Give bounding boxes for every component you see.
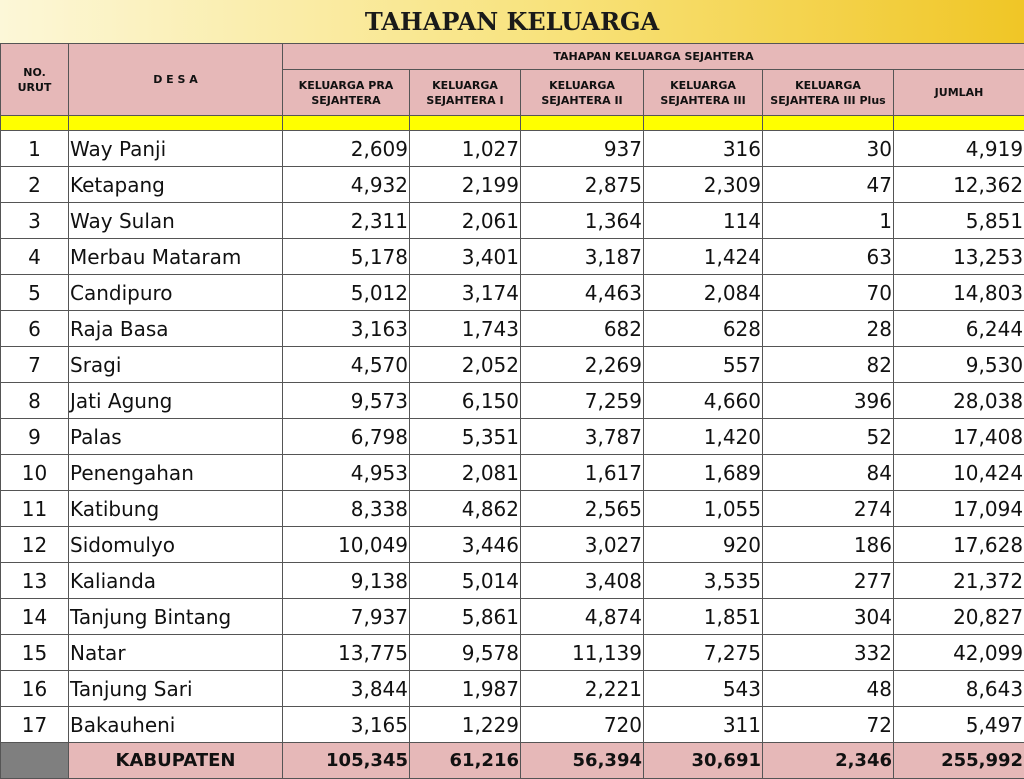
cell-sejahtera-3-plus: 47 [763, 167, 894, 203]
row-number: 16 [1, 671, 69, 707]
cell-sejahtera-3: 2,309 [644, 167, 763, 203]
table-row [1, 707, 1024, 743]
table-row [1, 671, 1024, 707]
header-jumlah [894, 70, 1024, 116]
cell-sejahtera-3-plus: 48 [763, 671, 894, 707]
cell-sejahtera-3: 1,424 [644, 239, 763, 275]
cell-sejahtera-3-plus: 52 [763, 419, 894, 455]
row-number: 13 [1, 563, 69, 599]
cell-pra-sejahtera: 13,775 [283, 635, 410, 671]
cell-sejahtera-3: 114 [644, 203, 763, 239]
cell-sejahtera-3: 4,660 [644, 383, 763, 419]
header-sejahtera-1 [410, 70, 521, 116]
header-group [283, 44, 1024, 70]
cell-jumlah: 10,424 [894, 455, 1024, 491]
table-row [1, 563, 1024, 599]
row-number: 4 [1, 239, 69, 275]
cell-sejahtera-1: 4,862 [410, 491, 521, 527]
desa-name: Candipuro [69, 275, 283, 311]
cell-sejahtera-3: 920 [644, 527, 763, 563]
header-jumlah-label: JUMLAH [935, 86, 984, 99]
desa-name: Sidomulyo [69, 527, 283, 563]
cell-sejahtera-2: 7,259 [521, 383, 644, 419]
desa-name: Way Sulan [69, 203, 283, 239]
row-number: 17 [1, 707, 69, 743]
cell-sejahtera-3-plus: 63 [763, 239, 894, 275]
total-label: KABUPATEN [69, 743, 283, 779]
cell-sejahtera-1: 6,150 [410, 383, 521, 419]
row-number: 3 [1, 203, 69, 239]
cell-sejahtera-1: 1,987 [410, 671, 521, 707]
cell-sejahtera-2: 11,139 [521, 635, 644, 671]
cell-sejahtera-3-plus: 274 [763, 491, 894, 527]
cell-sejahtera-3: 1,851 [644, 599, 763, 635]
total-pra-sejahtera: 105,345 [283, 743, 410, 779]
total-empty-cell [1, 743, 69, 779]
header-sejahtera-2-label: KELUARGA SEJAHTERA II [541, 79, 622, 107]
desa-name: Way Panji [69, 131, 283, 167]
cell-sejahtera-2: 3,787 [521, 419, 644, 455]
row-number: 10 [1, 455, 69, 491]
cell-sejahtera-1: 5,861 [410, 599, 521, 635]
header-no-urut [1, 44, 69, 116]
desa-name: Ketapang [69, 167, 283, 203]
total-sejahtera-3-plus: 2,346 [763, 743, 894, 779]
cell-sejahtera-3: 628 [644, 311, 763, 347]
cell-sejahtera-2: 3,408 [521, 563, 644, 599]
header-desa-label: D E S A [153, 73, 198, 86]
cell-sejahtera-2: 2,565 [521, 491, 644, 527]
cell-jumlah: 13,253 [894, 239, 1024, 275]
cell-sejahtera-1: 1,027 [410, 131, 521, 167]
cell-sejahtera-2: 2,269 [521, 347, 644, 383]
cell-sejahtera-2: 682 [521, 311, 644, 347]
cell-sejahtera-2: 3,187 [521, 239, 644, 275]
desa-name: Tanjung Sari [69, 671, 283, 707]
cell-jumlah: 6,244 [894, 311, 1024, 347]
cell-sejahtera-1: 3,174 [410, 275, 521, 311]
desa-name: Jati Agung [69, 383, 283, 419]
header-sejahtera-3 [644, 70, 763, 116]
desa-name: Merbau Mataram [69, 239, 283, 275]
row-number: 11 [1, 491, 69, 527]
cell-sejahtera-1: 2,081 [410, 455, 521, 491]
cell-sejahtera-3-plus: 277 [763, 563, 894, 599]
cell-jumlah: 21,372 [894, 563, 1024, 599]
cell-sejahtera-3: 3,535 [644, 563, 763, 599]
cell-jumlah: 42,099 [894, 635, 1024, 671]
cell-sejahtera-2: 2,875 [521, 167, 644, 203]
cell-pra-sejahtera: 7,937 [283, 599, 410, 635]
cell-jumlah: 8,643 [894, 671, 1024, 707]
cell-pra-sejahtera: 5,012 [283, 275, 410, 311]
header-sejahtera-3-plus [763, 70, 894, 116]
row-number: 15 [1, 635, 69, 671]
cell-jumlah: 9,530 [894, 347, 1024, 383]
family-stage-table [0, 43, 1024, 779]
cell-sejahtera-1: 3,401 [410, 239, 521, 275]
desa-name: Bakauheni [69, 707, 283, 743]
cell-sejahtera-1: 2,199 [410, 167, 521, 203]
cell-sejahtera-1: 5,351 [410, 419, 521, 455]
cell-pra-sejahtera: 9,138 [283, 563, 410, 599]
cell-sejahtera-3-plus: 70 [763, 275, 894, 311]
cell-pra-sejahtera: 2,609 [283, 131, 410, 167]
table-row [1, 131, 1024, 167]
desa-name: Sragi [69, 347, 283, 383]
cell-sejahtera-2: 937 [521, 131, 644, 167]
cell-sejahtera-3-plus: 72 [763, 707, 894, 743]
cell-sejahtera-1: 3,446 [410, 527, 521, 563]
desa-name: Kalianda [69, 563, 283, 599]
cell-sejahtera-3: 543 [644, 671, 763, 707]
cell-sejahtera-3: 311 [644, 707, 763, 743]
cell-sejahtera-3-plus: 186 [763, 527, 894, 563]
cell-jumlah: 20,827 [894, 599, 1024, 635]
cell-jumlah: 17,628 [894, 527, 1024, 563]
cell-sejahtera-1: 5,014 [410, 563, 521, 599]
cell-sejahtera-1: 2,061 [410, 203, 521, 239]
cell-jumlah: 17,408 [894, 419, 1024, 455]
desa-name: Penengahan [69, 455, 283, 491]
header-no-urut-label: NO. URUT [18, 66, 52, 94]
row-number: 1 [1, 131, 69, 167]
cell-sejahtera-2: 1,617 [521, 455, 644, 491]
cell-pra-sejahtera: 4,953 [283, 455, 410, 491]
cell-sejahtera-3-plus: 304 [763, 599, 894, 635]
cell-pra-sejahtera: 6,798 [283, 419, 410, 455]
cell-sejahtera-1: 2,052 [410, 347, 521, 383]
header-sejahtera-1-label: KELUARGA SEJAHTERA I [426, 79, 503, 107]
table-row [1, 347, 1024, 383]
cell-sejahtera-3: 557 [644, 347, 763, 383]
table-row [1, 239, 1024, 275]
cell-sejahtera-3: 1,689 [644, 455, 763, 491]
cell-pra-sejahtera: 4,932 [283, 167, 410, 203]
cell-sejahtera-3-plus: 332 [763, 635, 894, 671]
cell-pra-sejahtera: 3,844 [283, 671, 410, 707]
desa-name: Katibung [69, 491, 283, 527]
row-number: 6 [1, 311, 69, 347]
row-number: 9 [1, 419, 69, 455]
table-row [1, 491, 1024, 527]
header-sejahtera-3-plus-label: KELUARGA SEJAHTERA III Plus [770, 79, 885, 107]
table-row [1, 167, 1024, 203]
cell-sejahtera-1: 1,229 [410, 707, 521, 743]
table-row [1, 419, 1024, 455]
cell-pra-sejahtera: 9,573 [283, 383, 410, 419]
row-number: 5 [1, 275, 69, 311]
table-row [1, 455, 1024, 491]
cell-sejahtera-3-plus: 30 [763, 131, 894, 167]
cell-sejahtera-2: 1,364 [521, 203, 644, 239]
cell-sejahtera-3-plus: 28 [763, 311, 894, 347]
cell-sejahtera-3-plus: 396 [763, 383, 894, 419]
row-number: 8 [1, 383, 69, 419]
cell-sejahtera-3-plus: 84 [763, 455, 894, 491]
cell-pra-sejahtera: 3,163 [283, 311, 410, 347]
header-group-label: TAHAPAN KELUARGA SEJAHTERA [553, 50, 753, 63]
header-pra-sejahtera-label: KELUARGA PRA SEJAHTERA [299, 79, 394, 107]
cell-pra-sejahtera: 10,049 [283, 527, 410, 563]
desa-name: Raja Basa [69, 311, 283, 347]
separator-row [1, 116, 1024, 131]
header-pra-sejahtera [283, 70, 410, 116]
header-sejahtera-3-label: KELUARGA SEJAHTERA III [660, 79, 745, 107]
cell-sejahtera-2: 720 [521, 707, 644, 743]
cell-jumlah: 5,497 [894, 707, 1024, 743]
cell-pra-sejahtera: 3,165 [283, 707, 410, 743]
cell-sejahtera-3: 2,084 [644, 275, 763, 311]
row-number: 14 [1, 599, 69, 635]
cell-jumlah: 17,094 [894, 491, 1024, 527]
table-row [1, 599, 1024, 635]
cell-sejahtera-3: 7,275 [644, 635, 763, 671]
cell-sejahtera-3: 1,055 [644, 491, 763, 527]
desa-name: Natar [69, 635, 283, 671]
total-row [1, 743, 1024, 779]
cell-jumlah: 12,362 [894, 167, 1024, 203]
cell-jumlah: 28,038 [894, 383, 1024, 419]
cell-sejahtera-1: 1,743 [410, 311, 521, 347]
table-row [1, 275, 1024, 311]
cell-jumlah: 5,851 [894, 203, 1024, 239]
cell-sejahtera-3: 316 [644, 131, 763, 167]
cell-sejahtera-2: 4,463 [521, 275, 644, 311]
desa-name: Palas [69, 419, 283, 455]
cell-sejahtera-3-plus: 1 [763, 203, 894, 239]
cell-pra-sejahtera: 8,338 [283, 491, 410, 527]
total-sejahtera-3: 30,691 [644, 743, 763, 779]
page-title: TAHAPAN KELUARGA [0, 0, 1024, 44]
cell-sejahtera-2: 2,221 [521, 671, 644, 707]
row-number: 2 [1, 167, 69, 203]
cell-pra-sejahtera: 5,178 [283, 239, 410, 275]
header-desa [69, 44, 283, 116]
total-jumlah: 255,992 [894, 743, 1024, 779]
desa-name: Tanjung Bintang [69, 599, 283, 635]
table-row [1, 635, 1024, 671]
cell-sejahtera-2: 3,027 [521, 527, 644, 563]
table-row [1, 203, 1024, 239]
row-number: 7 [1, 347, 69, 383]
cell-sejahtera-1: 9,578 [410, 635, 521, 671]
cell-sejahtera-3-plus: 82 [763, 347, 894, 383]
row-number: 12 [1, 527, 69, 563]
cell-sejahtera-3: 1,420 [644, 419, 763, 455]
cell-jumlah: 14,803 [894, 275, 1024, 311]
total-sejahtera-1: 61,216 [410, 743, 521, 779]
total-sejahtera-2: 56,394 [521, 743, 644, 779]
cell-jumlah: 4,919 [894, 131, 1024, 167]
title-bar [0, 0, 1024, 44]
table-row [1, 527, 1024, 563]
table-row [1, 383, 1024, 419]
cell-pra-sejahtera: 2,311 [283, 203, 410, 239]
cell-sejahtera-2: 4,874 [521, 599, 644, 635]
header-sejahtera-2 [521, 70, 644, 116]
table-row [1, 311, 1024, 347]
cell-pra-sejahtera: 4,570 [283, 347, 410, 383]
